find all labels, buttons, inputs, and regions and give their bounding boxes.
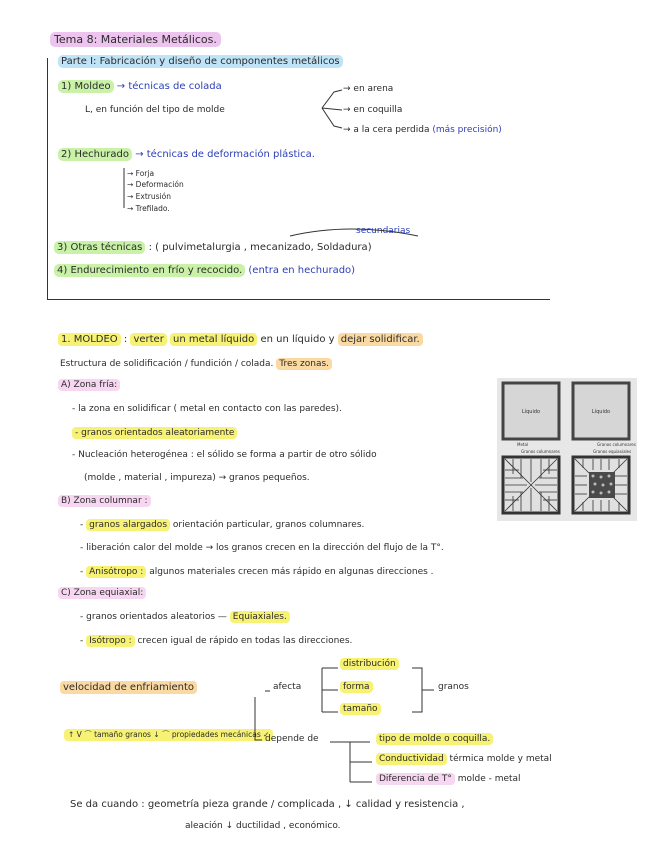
hechurado-item-4: → Trefilado. [127, 204, 170, 213]
moldeo-heading-line: 1. MOLDEO : verter un metal líquido en un líquido y dejar solidificar. [58, 335, 423, 345]
hechurado-item-3: → Extrusión [127, 192, 171, 201]
afecta-item-2: forma [340, 683, 373, 692]
hechurado-item-1: → Forja [127, 169, 155, 178]
zona-b-item-3: - Anisótropo : algunos materiales crecen más rápido en algunas direcciones . [80, 567, 434, 577]
moldeo-opt-1: → en arena [343, 84, 394, 94]
velocidad-label: velocidad de enfriamiento [60, 683, 197, 693]
velocidad-note: ↑ V ⌒ tamaño granos ↓ ⌒ propiedades mecánicas ✓ [64, 729, 273, 741]
depende-item-2: Conductividad térmica molde y metal [376, 755, 552, 764]
moldeo-summary: 1) Moldeo → técnicas de colada [58, 82, 222, 92]
se-da-line-1: Se da cuando : geometría pieza grande / complicada , ↓ calidad y resistencia , [70, 799, 465, 810]
fig-label-equiaxiales: Granos equiaxiales [593, 449, 632, 454]
afecta-item-3: tamaño [340, 705, 381, 714]
estructura-line: Estructura de solidificación / fundición / colada. Tres zonas. [60, 360, 332, 369]
afecta-item-1: distribución [340, 660, 399, 669]
depende-item-1: tipo de molde o coquilla. [376, 735, 493, 744]
hechurado-item-2: → Deformación [127, 180, 184, 189]
fig-label-liquido-2: Líquido [591, 409, 611, 415]
zona-a-item-4: (molde , material , impureza) → granos pequeños. [84, 473, 310, 483]
zona-c-item-2: - Isótropo : crecen igual de rápido en todas las direcciones. [80, 636, 353, 646]
moldeo-sub: L, en función del tipo de molde [85, 105, 225, 115]
se-da-line-2: aleación ↓ ductilidad , económico. [185, 821, 341, 831]
hechurado-summary: 2) Hechurado → técnicas de deformación plástica. [58, 150, 315, 160]
zona-a-item-1: - la zona en solidificar ( metal en contacto con las paredes). [72, 404, 342, 414]
fig-label-metal: Metal [517, 442, 529, 447]
zona-c-item-1: - granos orientados aleatorios — Equiaxiales. [80, 613, 290, 622]
moldeo-opt-3: → a la cera perdida (más precisión) [343, 125, 502, 135]
endurecimiento-summary: 4) Endurecimiento en frío y recocido. (entra en hechurado) [54, 266, 355, 276]
zona-b-heading: B) Zona columnar : [58, 497, 151, 506]
part-title: Parte I: Fabricación y diseño de componentes metálicos [58, 57, 343, 67]
fig-label-columnares-2: Granos columnares [521, 449, 560, 454]
fig-label-columnares-1: Granos columnares [597, 442, 636, 447]
zona-a-item-2: - granos orientados aleatoriamente [72, 429, 237, 438]
zona-c-heading: C) Zona equiaxial: [58, 589, 146, 598]
zona-a-heading: A) Zona fría: [58, 381, 120, 390]
granos-label: granos [438, 682, 469, 692]
depende-label: depende de [265, 734, 319, 744]
zona-b-item-2: - liberación calor del molde → los granos crecen en la dirección del flujo de la T°. [80, 543, 444, 553]
zona-a-item-3: - Nucleación heterogénea : el sólido se forma a partir de otro sólido [72, 450, 377, 460]
fig-label-liquido-1: Líquido [521, 409, 541, 415]
secundarias-label: secundarias [356, 226, 411, 236]
otras-summary: 3) Otras técnicas : ( pulvimetalurgia , mecanizado, Soldadura) [54, 243, 372, 253]
zona-b-item-1: - granos alargados orientación particular, granos columnares. [80, 520, 365, 530]
moldeo-opt-2: → en coquilla [343, 105, 403, 115]
page-title: Tema 8: Materiales Metálicos. [50, 34, 221, 45]
afecta-label: afecta [273, 682, 302, 692]
depende-item-3: Diferencia de T° molde - metal [376, 775, 521, 784]
